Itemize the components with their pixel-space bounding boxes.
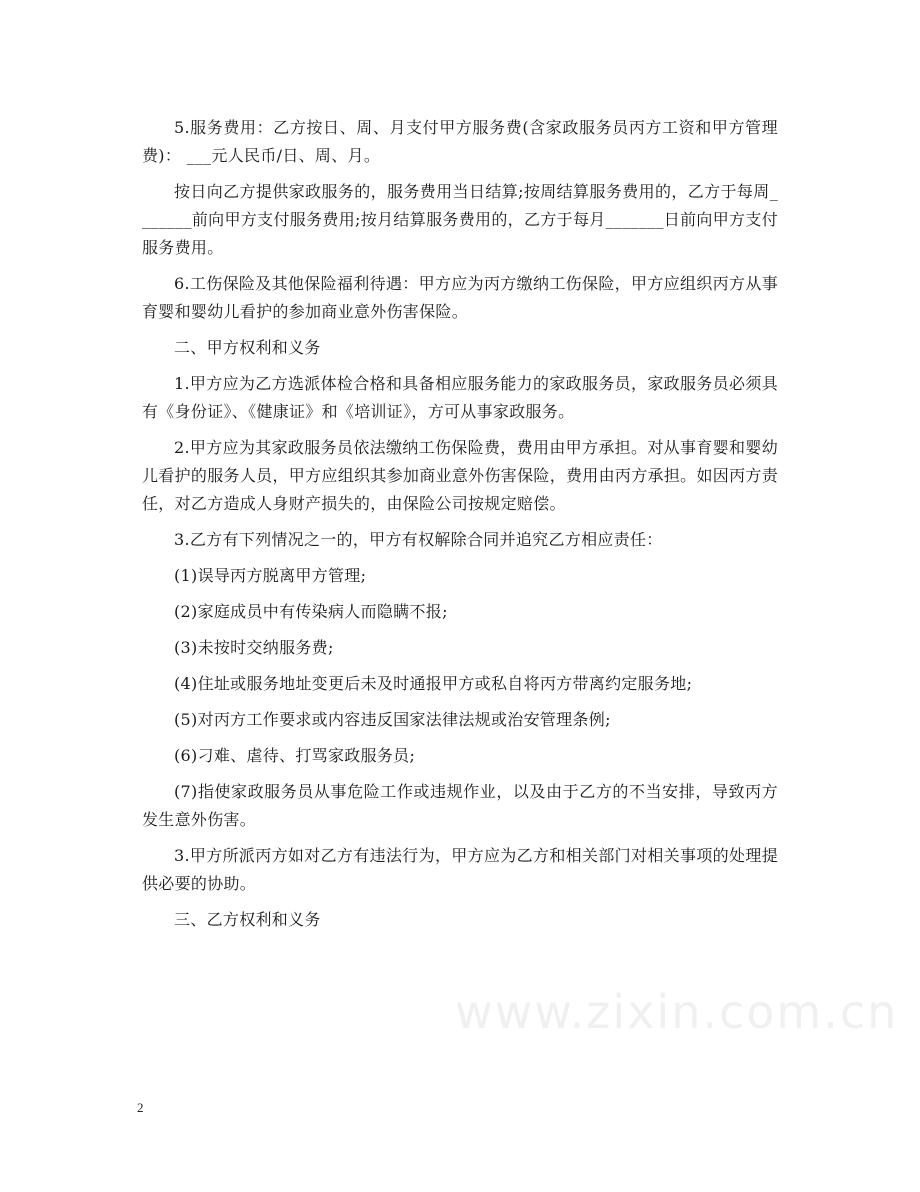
paragraph-settlement: 按日向乙方提供家政服务的，服务费用当日结算;按周结算服务费用的，乙方于每周_______前向甲方支付服务费用;按月结算服务费用的，乙方于每月_______日前向甲方支付服务费用。 [142, 182, 778, 257]
section-heading-party-b: 三、乙方权利和义务 [174, 910, 321, 929]
paragraph-insurance: 6.工伤保险及其他保险福利待遇：甲方应为丙方缴纳工伤保险，甲方应组织丙方从事育婴和婴幼儿看护的参加商业意外伤害保险。 [142, 274, 778, 321]
list-item-2: (2)家庭成员中有传染病人而隐瞒不报; [174, 602, 448, 621]
paragraph-a-clause-3: 3.乙方有下列情况之一的，甲方有权解除合同并追究乙方相应责任： [174, 530, 663, 549]
list-item-1: (1)误导丙方脱离甲方管理; [174, 566, 367, 585]
paragraph-a-clause-2: 2.甲方应为其家政服务员依法缴纳工伤保险费，费用由甲方承担。对从事育婴和婴幼儿看护的服务人员，甲方应组织其参加商业意外伤害保险，费用由丙方承担。如因丙方责任，对乙方造成人身财产损失的，由保险公司按规定赔偿。 [142, 438, 778, 513]
list-item-7: (7)指使家政服务员从事危险工作或违规作业，以及由于乙方的不当安排，导致丙方发生意外伤害。 [142, 782, 778, 829]
document-body [142, 114, 778, 942]
list-item-3: (3)未按时交纳服务费; [174, 638, 334, 657]
page-number: 2 [137, 1100, 144, 1115]
section-heading-party-a: 二、甲方权利和义务 [174, 338, 321, 357]
paragraph-service-fee: 5.服务费用：乙方按日、周、月支付甲方服务费(含家政服务员丙方工资和甲方管理费)： ___元人民币/日、周、月。 [142, 118, 778, 165]
list-item-4: (4)住址或服务地址变更后未及时通报甲方或私自将丙方带离约定服务地; [174, 674, 693, 693]
watermark: www.zixin.com.cn [455, 985, 899, 1039]
paragraph-a-clause-1: 1.甲方应为乙方选派体检合格和具备相应服务能力的家政服务员，家政服务员必须具有《身份证》、《健康证》和《培训证》，方可从事家政服务。 [142, 374, 778, 421]
paragraph-a-clause-3b: 3.甲方所派丙方如对乙方有违法行为，甲方应为乙方和相关部门对相关事项的处理提供必要的协助。 [142, 846, 778, 893]
list-item-6: (6)刁难、虐待、打骂家政服务员; [174, 746, 416, 765]
list-item-5: (5)对丙方工作要求或内容违反国家法律法规或治安管理条例; [174, 710, 611, 729]
